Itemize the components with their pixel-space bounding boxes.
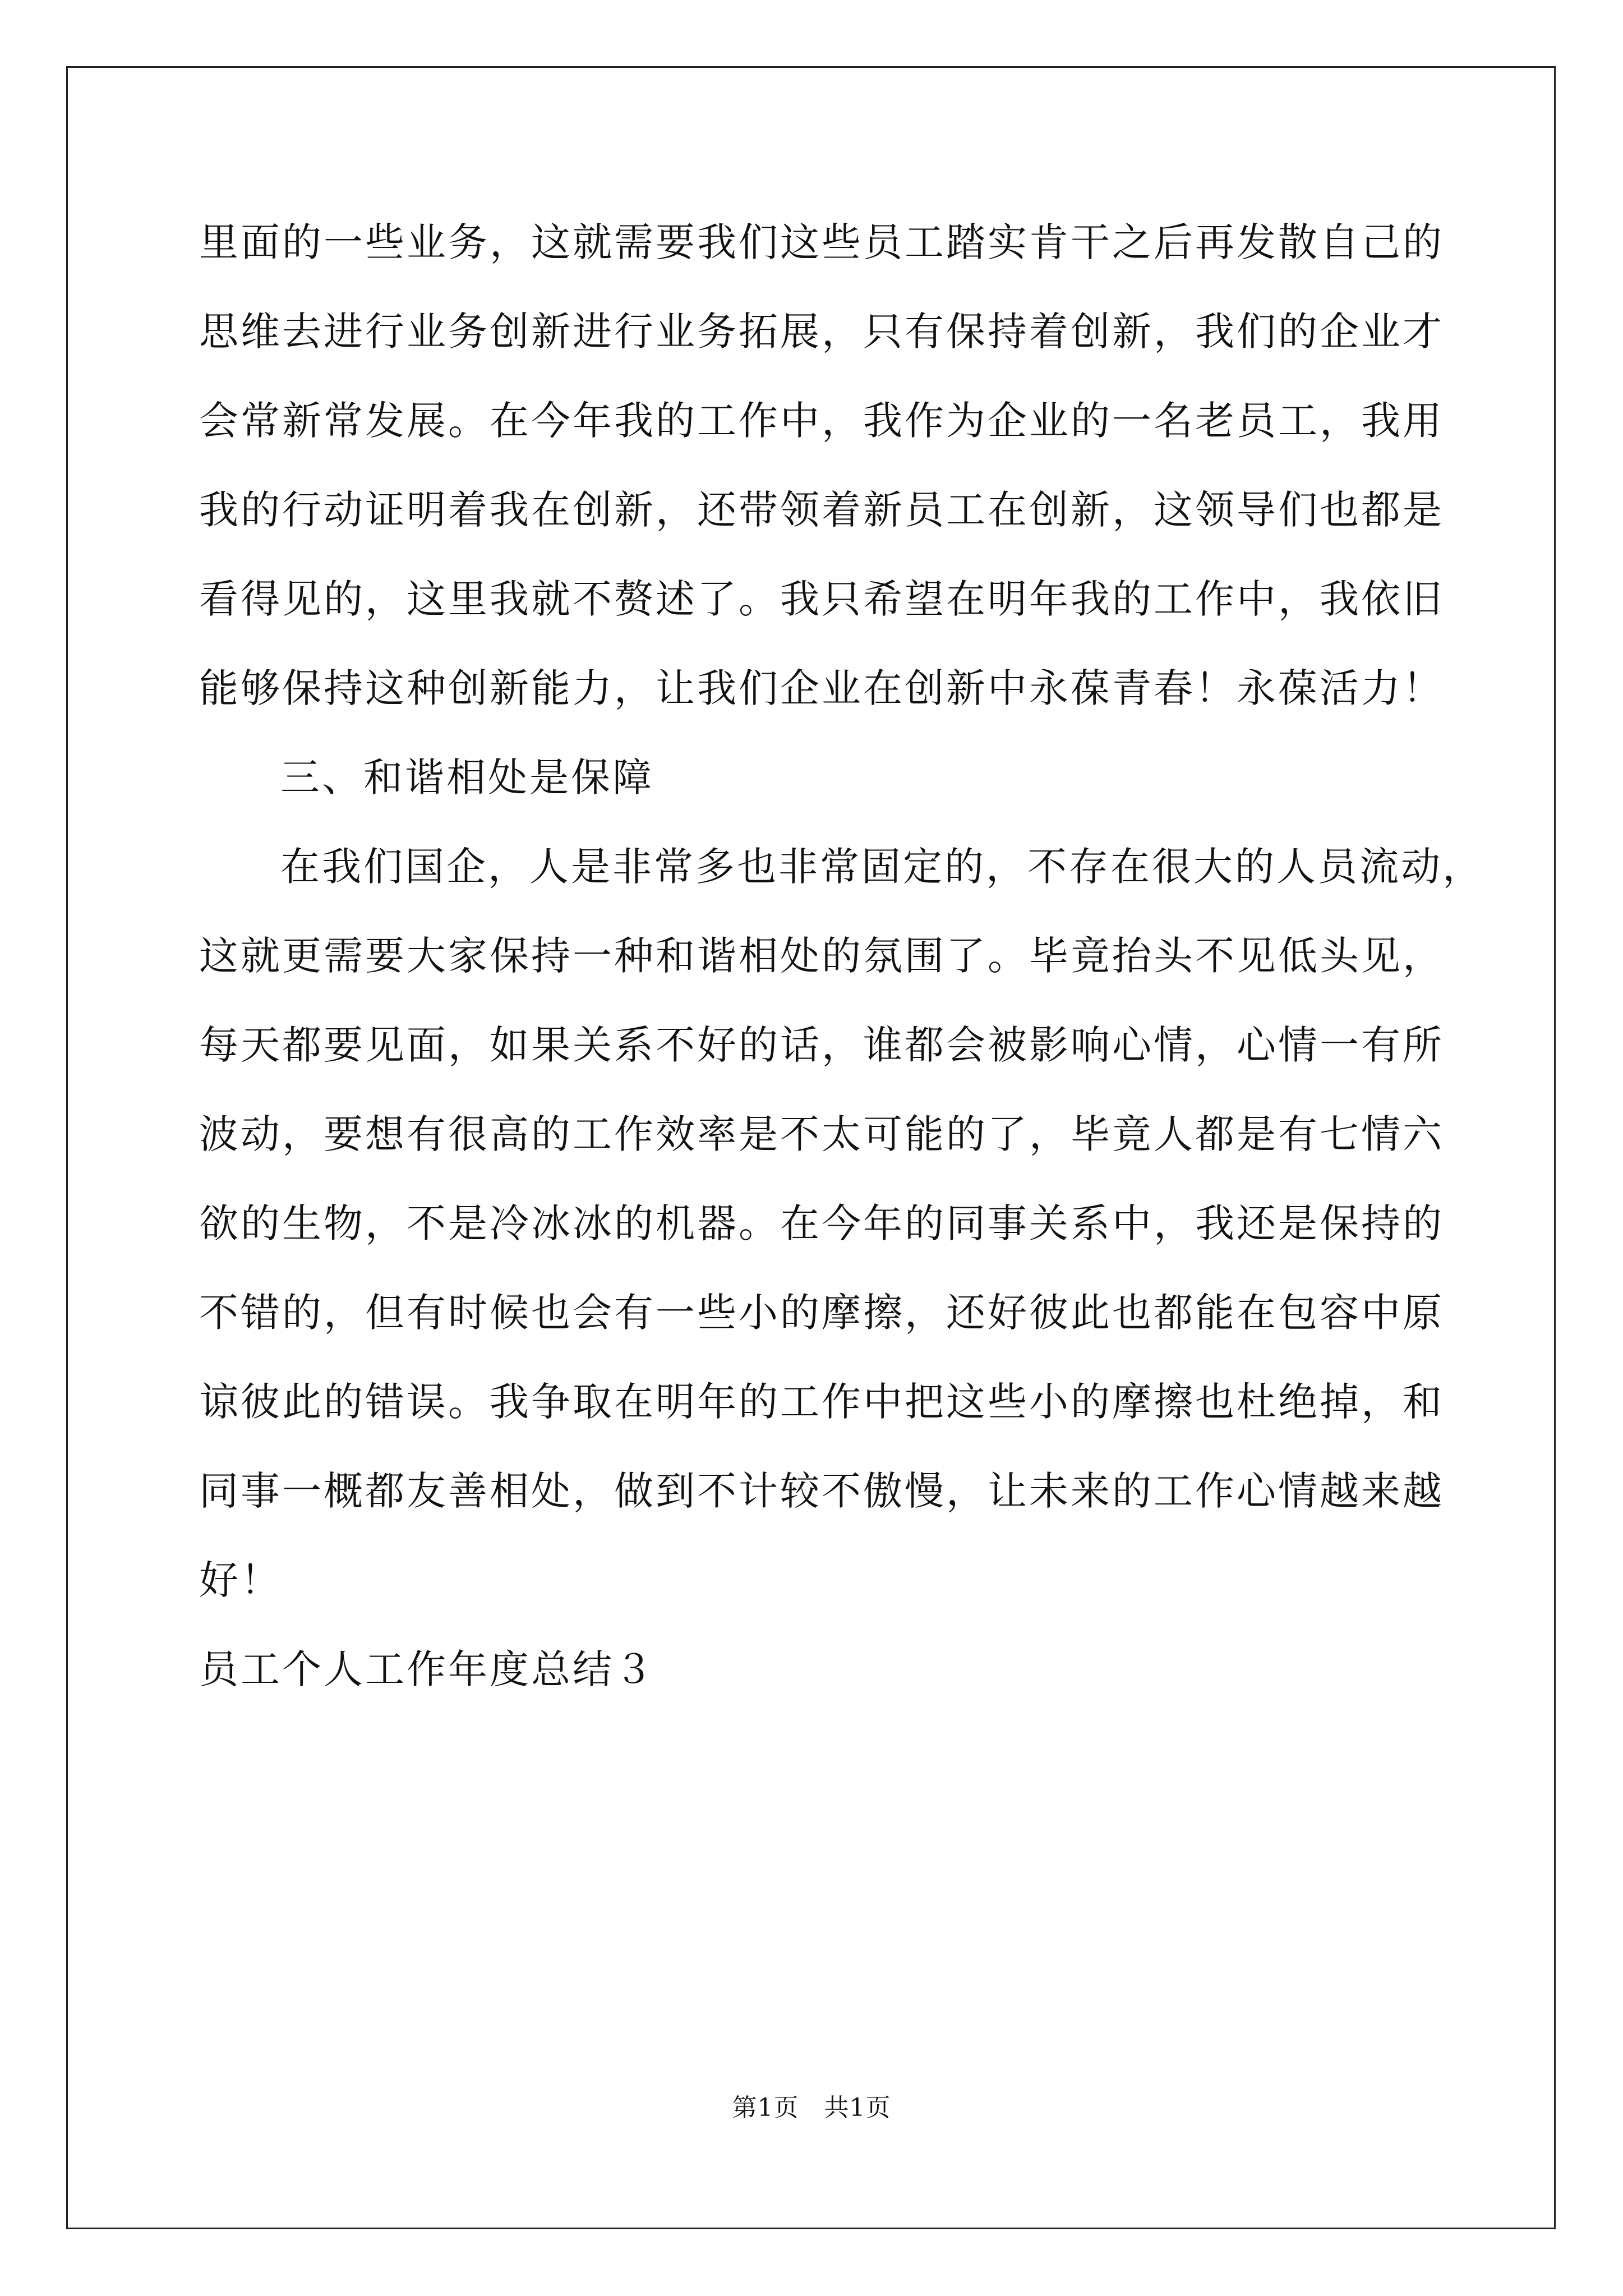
page-footer: 第1页 共1页 [732, 2093, 891, 2122]
paragraph-1-line-2: 思维去进行业务创新进行业务拓展，只有保持着创新，我们的企业才 [199, 309, 1444, 355]
section-heading-3: 三、和谐相处是保障 [280, 754, 654, 800]
paragraph-1-line-5: 看得见的，这里我就不赘述了。我只希望在明年我的工作中，我依旧 [199, 576, 1444, 622]
paragraph-2-line-5: 欲的生物，不是冷冰冰的机器。在今年的同事关系中，我还是保持的 [199, 1200, 1444, 1246]
paragraph-1-line-6: 能够保持这种创新能力，让我们企业在创新中永葆青春！永葆活力！ [199, 665, 1444, 711]
document-section-title: 员工个人工作年度总结３ [199, 1646, 656, 1692]
paragraph-2-line-8: 同事一概都友善相处，做到不计较不傲慢，让未来的工作心情越来越 [199, 1468, 1444, 1514]
paragraph-2-line-6: 不错的，但有时候也会有一些小的摩擦，还好彼此也都能在包容中原 [199, 1290, 1444, 1336]
paragraph-1-line-1: 里面的一些业务，这就需要我们这些员工踏实肯干之后再发散自己的 [199, 219, 1444, 265]
paragraph-2-line-1: 在我们国企，人是非常多也非常固定的，不存在很大的人员流动， [280, 844, 1484, 890]
paragraph-2-line-7: 谅彼此的错误。我争取在明年的工作中把这些小的摩擦也杜绝掉，和 [199, 1379, 1444, 1425]
paragraph-2-line-9: 好！ [199, 1557, 282, 1603]
paragraph-2-line-2: 这就更需要大家保持一种和谐相处的氛围了。毕竟抬头不见低头见， [199, 933, 1444, 979]
paragraph-2-line-4: 波动，要想有很高的工作效率是不太可能的了，毕竟人都是有七情六 [199, 1111, 1444, 1157]
paragraph-2-line-3: 每天都要见面，如果关系不好的话，谁都会被影响心情，心情一有所 [199, 1022, 1444, 1068]
paragraph-1-line-3: 会常新常发展。在今年我的工作中，我作为企业的一名老员工，我用 [199, 398, 1444, 444]
paragraph-1-line-4: 我的行动证明着我在创新，还带领着新员工在创新，这领导们也都是 [199, 487, 1444, 533]
